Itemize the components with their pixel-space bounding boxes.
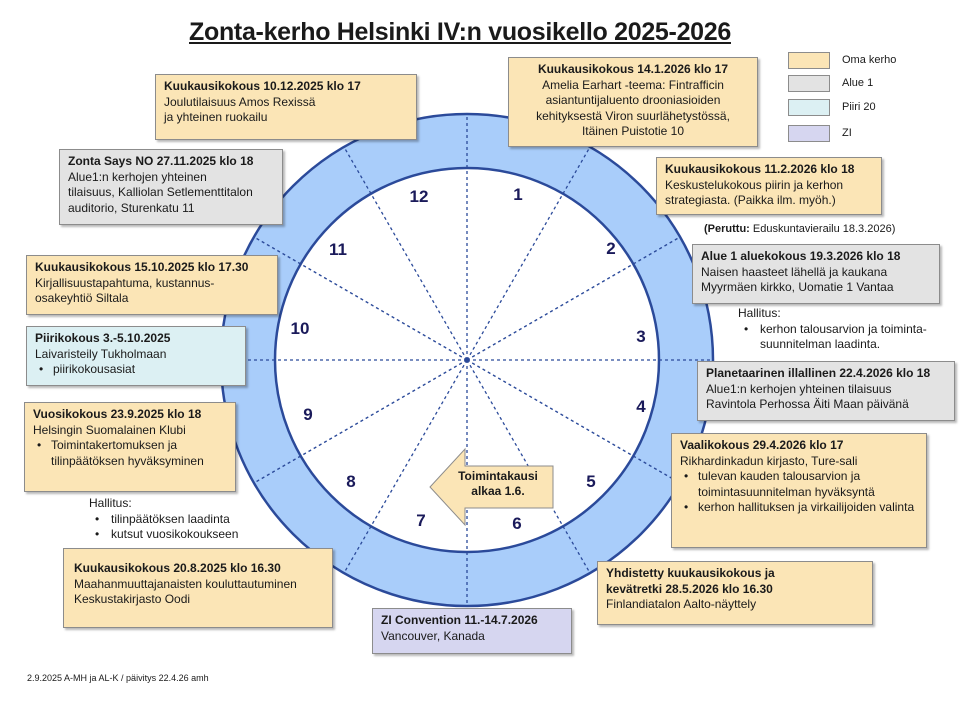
season-start-label: Toimintakausi alkaa 1.6. xyxy=(458,469,538,498)
legend-label-piiri-20: Piiri 20 xyxy=(842,101,876,113)
event-bullet: • piirikokousasiat xyxy=(53,362,237,378)
clock-number-6: 6 xyxy=(512,514,522,533)
event-box-april-dinner xyxy=(697,361,955,421)
event-heading: Kuukausikokous 14.1.2026 klo 17 xyxy=(537,62,729,76)
cancelled-event-note xyxy=(704,222,895,238)
clock-number-10: 10 xyxy=(290,319,310,338)
event-heading: Kuukausikokous 20.8.2025 klo 16.30 xyxy=(74,561,281,575)
event-line: Naisen haasteet lähellä ja kaukana xyxy=(701,264,888,279)
update-footer: 2.9.2025 A-MH ja AL-K / päivitys 22.4.26 amh xyxy=(27,673,209,683)
event-box-district-meeting xyxy=(26,326,246,386)
board-note-title: Hallitus: xyxy=(89,496,132,510)
legend-label-zi: ZI xyxy=(842,127,852,139)
event-line: Rikhardinkadun kirjasto, Ture-sali xyxy=(680,453,858,468)
clock-number-12: 12 xyxy=(409,187,429,206)
cancelled-text: Eduskuntavierailu 18.3.2026) xyxy=(749,223,896,235)
event-line: Helsingin Suomalainen Klubi xyxy=(33,422,186,437)
board-note-title: Hallitus: xyxy=(738,306,781,320)
event-line: Itäinen Puistotie 10 xyxy=(581,124,685,138)
event-box-march xyxy=(692,244,940,304)
event-heading: Yhdistetty kuukausikokous ja kevätretki 28.5.2026 klo 16.30 xyxy=(606,566,775,596)
event-bullet: • tulevan kauden talousarvion ja toimintasuunnitelman hyväksyntä xyxy=(698,469,918,500)
clock-number-11: 11 xyxy=(329,240,347,259)
event-box-october xyxy=(26,255,278,315)
event-heading: Zonta Says NO 27.11.2025 klo 18 xyxy=(68,154,254,168)
event-box-zi-convention xyxy=(372,608,572,654)
event-line: Maahanmuuttajanaisten kouluttautuminen xyxy=(74,576,297,591)
event-heading: Kuukausikokous 11.2.2026 klo 18 xyxy=(665,162,855,176)
event-heading: Vuosikokous 23.9.2025 klo 18 xyxy=(33,407,202,421)
event-box-august xyxy=(63,548,333,628)
board-note-autumn xyxy=(89,496,289,543)
clock-number-9: 9 xyxy=(303,405,313,424)
event-line: Ravintola Perhossa Äiti Maan päivänä xyxy=(706,397,909,411)
clock-number-5: 5 xyxy=(586,472,596,491)
event-line: Finlandiatalon Aalto-näyttely xyxy=(606,597,757,611)
event-line: Alue1:n kerhojen yhteinen tilaisuus xyxy=(706,381,892,396)
clock-number-2: 2 xyxy=(606,239,616,258)
event-bullet: • kerhon hallituksen ja virkailijoiden valinta xyxy=(698,500,918,516)
event-box-december xyxy=(155,74,417,140)
event-bullet: • Toimintakertomuksen ja tilinpäätöksen hyväksyminen xyxy=(51,438,227,469)
event-heading: Planetaarinen illallinen 22.4.2026 klo 18 xyxy=(706,366,931,380)
clock-number-3: 3 xyxy=(636,327,646,346)
event-line: Keskustakirjasto Oodi xyxy=(74,592,191,606)
event-box-february xyxy=(656,157,882,215)
event-line: kehityksestä Viron suurlähetystössä, xyxy=(536,108,730,123)
board-note-item: • tilinpäätöksen laadinta xyxy=(111,512,289,528)
clock-number-1: 1 xyxy=(513,185,523,204)
event-line: Alue1:n kerhojen yhteinen xyxy=(68,169,207,184)
clock-number-4: 4 xyxy=(636,397,646,416)
event-heading: Vaalikokous 29.4.2026 klo 17 xyxy=(680,438,844,452)
event-heading: ZI Convention 11.-14.7.2026 xyxy=(381,613,538,627)
event-line: Joulutilaisuus Amos Rexissä xyxy=(164,94,316,109)
event-box-september xyxy=(24,402,236,492)
board-note-item: • kutsut vuosikokoukseen xyxy=(111,527,289,543)
clock-number-7: 7 xyxy=(416,511,426,530)
event-line: Vancouver, Kanada xyxy=(381,628,485,643)
event-heading: Kuukausikokous 15.10.2025 klo 17.30 xyxy=(35,260,249,274)
event-heading: Kuukausikokous 10.12.2025 klo 17 xyxy=(164,79,361,93)
board-note-item: • kerhon talousarvion ja toiminta-suunnitelman laadinta. xyxy=(760,322,948,353)
event-line: ja yhteinen ruokailu xyxy=(164,110,268,124)
legend-label-oma-kerho: Oma kerho xyxy=(842,54,897,66)
event-heading: Alue 1 aluekokous 19.3.2026 klo 18 xyxy=(701,249,901,263)
event-line: Kirjallisuustapahtuma, kustannus- xyxy=(35,275,215,290)
event-box-may xyxy=(597,561,873,625)
event-line: Keskustelukokous piirin ja kerhon xyxy=(665,177,844,192)
legend-label-alue-1: Alue 1 xyxy=(842,77,874,89)
event-line: asiantuntijaluento drooniasioiden xyxy=(545,93,721,107)
cancelled-label: (Peruttu: xyxy=(704,223,750,235)
event-line: auditorio, Sturenkatu 11 xyxy=(68,200,195,215)
clock-number-8: 8 xyxy=(346,472,356,491)
event-box-election-meeting xyxy=(671,433,927,548)
event-line: Myyrmäen kirkko, Uomatie 1 Vantaa xyxy=(701,280,894,294)
event-line: osakeyhtiö Siltala xyxy=(35,291,129,305)
event-line: tilaisuus, Kalliolan Setlementtitalon xyxy=(68,185,253,199)
event-line: Amelia Earhart -teema: Fintrafficin xyxy=(542,77,724,92)
event-line: Laivaristeily Tukholmaan xyxy=(35,346,167,361)
event-heading: Piirikokous 3.-5.10.2025 xyxy=(35,331,171,345)
board-note-spring xyxy=(738,306,948,353)
page-title: Zonta-kerho Helsinki IV:n vuosikello 2025-2026 xyxy=(189,18,731,46)
event-box-november xyxy=(59,149,283,225)
event-line: strategiasta. (Paikka ilm. myöh.) xyxy=(665,193,836,207)
event-box-january xyxy=(508,57,758,147)
